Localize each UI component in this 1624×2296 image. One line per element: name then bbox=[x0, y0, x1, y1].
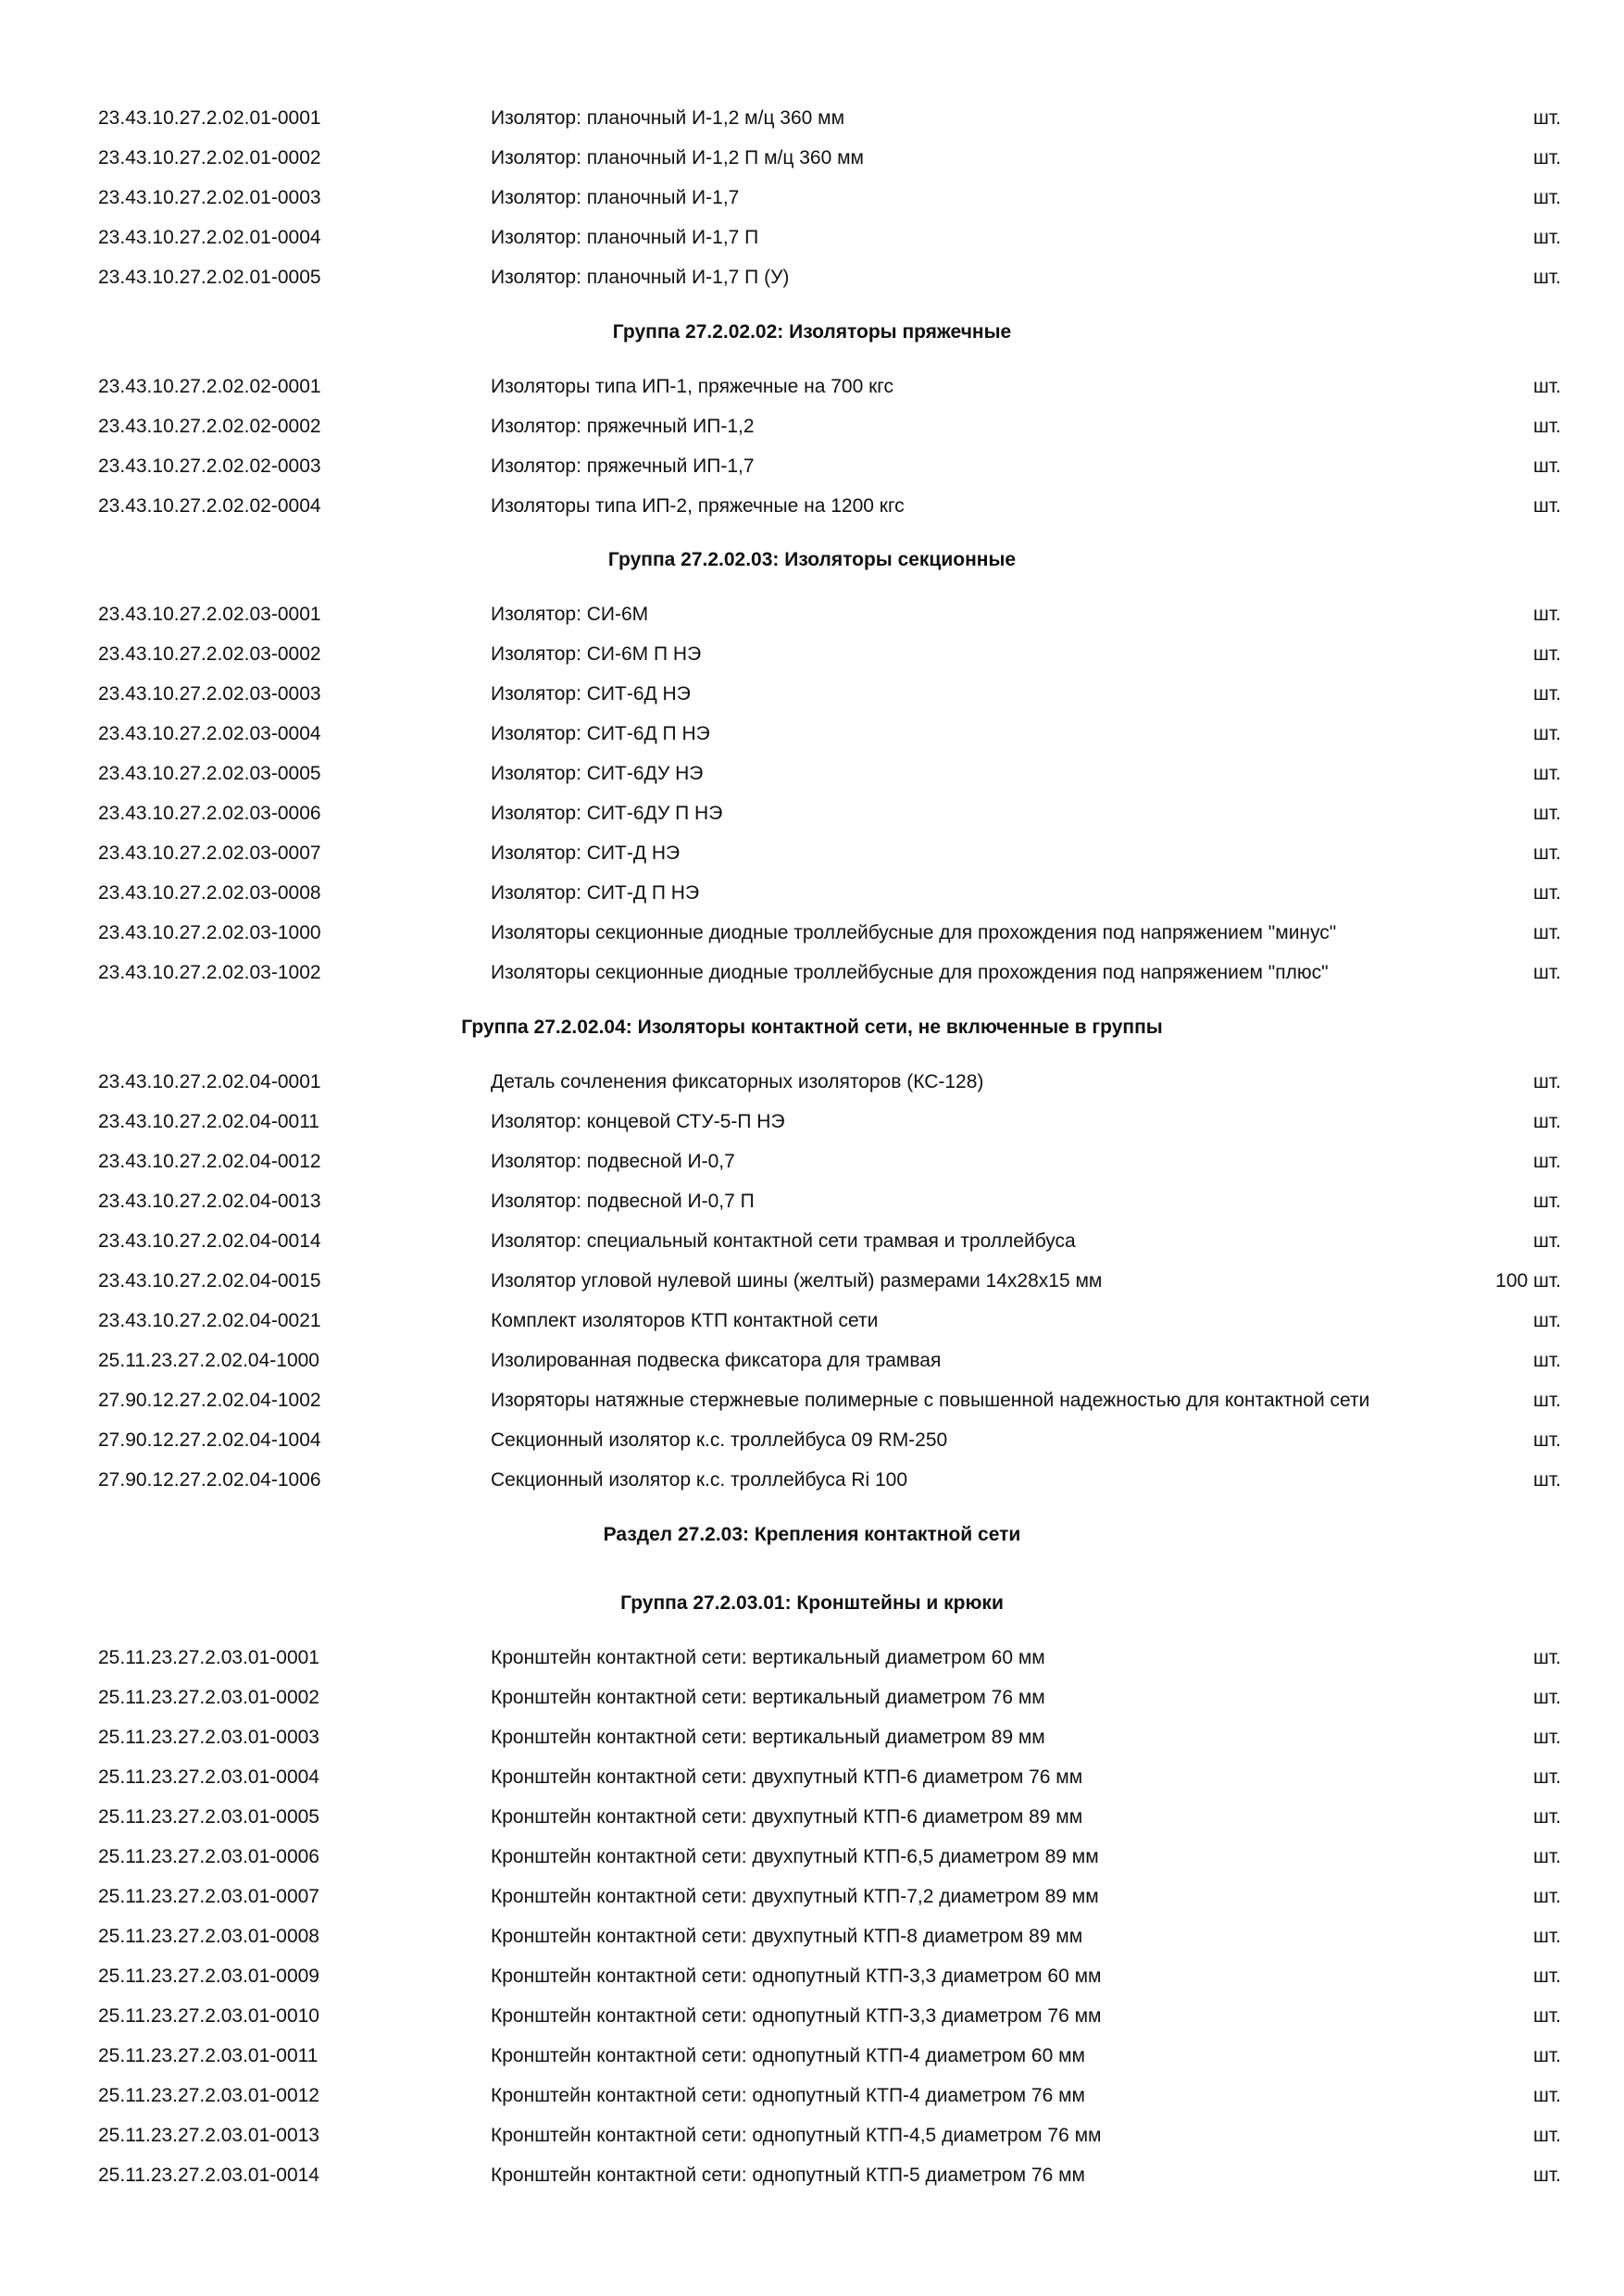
item-code: 25.11.23.27.2.03.01-0007 bbox=[98, 1886, 319, 1907]
item-unit: шт. bbox=[1533, 643, 1561, 665]
table-row bbox=[0, 1917, 1624, 1956]
table-row bbox=[0, 2077, 1624, 2115]
table-row bbox=[0, 99, 1624, 138]
item-name: Кронштейн контактной сети: двухпутный КТП-6 диаметром 89 мм bbox=[491, 1806, 1083, 1828]
item-unit: шт. bbox=[1533, 1766, 1561, 1788]
table-row bbox=[0, 218, 1624, 257]
item-unit: шт. bbox=[1533, 1965, 1561, 1987]
item-name: Изолятор: планочный И-1,7 bbox=[491, 187, 740, 208]
group-heading: Группа 27.2.02.02: Изоляторы пряжечные bbox=[612, 321, 1012, 343]
table-row bbox=[0, 487, 1624, 526]
item-unit: шт. bbox=[1533, 2165, 1561, 2186]
table-row bbox=[0, 1678, 1624, 1717]
table-row bbox=[0, 2116, 1624, 2155]
item-name: Изолятор угловой нулевой шины (желтый) размерами 14х28х15 мм bbox=[491, 1270, 1103, 1292]
item-unit: шт. bbox=[1533, 2005, 1561, 2027]
item-code: 23.43.10.27.2.02.04-0013 bbox=[98, 1191, 321, 1212]
item-code: 23.43.10.27.2.02.01-0005 bbox=[98, 267, 321, 288]
item-code: 23.43.10.27.2.02.04-0011 bbox=[98, 1111, 319, 1132]
item-code: 23.43.10.27.2.02.03-0004 bbox=[98, 723, 321, 744]
table-row bbox=[0, 258, 1624, 297]
table-row bbox=[0, 1421, 1624, 1460]
table-row bbox=[0, 368, 1624, 406]
table-row bbox=[0, 1878, 1624, 1916]
item-unit: шт. bbox=[1533, 227, 1561, 248]
table-row bbox=[0, 954, 1624, 992]
item-name: Кронштейн контактной сети: однопутный КТП-5 диаметром 76 мм bbox=[491, 2165, 1085, 2186]
table-row bbox=[0, 2037, 1624, 2076]
item-code: 23.43.10.27.2.02.01-0001 bbox=[98, 107, 321, 129]
item-unit: шт. bbox=[1533, 1469, 1561, 1491]
item-code: 23.43.10.27.2.02.03-1002 bbox=[98, 962, 321, 983]
item-unit: шт. bbox=[1533, 416, 1561, 437]
table-row bbox=[0, 1381, 1624, 1420]
item-code: 25.11.23.27.2.03.01-0014 bbox=[98, 2165, 319, 2186]
item-name: Кронштейн контактной сети: вертикальный диаметром 76 мм bbox=[491, 1687, 1045, 1708]
item-unit: шт. bbox=[1533, 604, 1561, 625]
item-code: 23.43.10.27.2.02.03-0006 bbox=[98, 803, 321, 824]
item-code: 25.11.23.27.2.03.01-0003 bbox=[98, 1727, 319, 1748]
item-name: Изолятор: СИТ-6ДУ П НЭ bbox=[491, 803, 723, 824]
table-row bbox=[0, 1302, 1624, 1341]
item-name: Кронштейн контактной сети: двухпутный КТП-6 диаметром 76 мм bbox=[491, 1766, 1083, 1788]
item-name: Кронштейн контактной сети: однопутный КТП-4,5 диаметром 76 мм bbox=[491, 2125, 1102, 2146]
group-heading: Группа 27.2.02.04: Изоляторы контактной сети, не включенные в группы bbox=[461, 1017, 1163, 1038]
item-name: Изолятор: СИ-6М bbox=[491, 604, 649, 625]
item-name: Изолятор: подвесной И-0,7 П bbox=[491, 1191, 755, 1212]
table-row bbox=[0, 2156, 1624, 2195]
group-heading: Группа 27.2.02.03: Изоляторы секционные bbox=[607, 549, 1017, 570]
item-unit: шт. bbox=[1533, 1230, 1561, 1252]
item-name: Изолятор: СИТ-6Д НЭ bbox=[491, 683, 691, 705]
item-unit: шт. bbox=[1533, 147, 1561, 168]
item-unit: шт. bbox=[1533, 1727, 1561, 1748]
item-unit: шт. bbox=[1533, 1071, 1561, 1092]
item-name: Изолятор: концевой СТУ-5-П НЭ bbox=[491, 1111, 785, 1132]
item-name: Изоляторы типа ИП-1, пряжечные на 700 кгс bbox=[491, 376, 893, 397]
table-row bbox=[0, 1639, 1624, 1678]
item-code: 23.43.10.27.2.02.03-0008 bbox=[98, 882, 321, 904]
item-unit: шт. bbox=[1533, 1310, 1561, 1331]
table-row bbox=[0, 1957, 1624, 1996]
item-name: Секционный изолятор к.с. троллейбуса Ri 100 bbox=[491, 1469, 908, 1491]
item-unit: 100 шт. bbox=[1495, 1270, 1561, 1292]
item-unit: шт. bbox=[1533, 2085, 1561, 2106]
table-row bbox=[0, 139, 1624, 178]
item-name: Изолятор: специальный контактной сети трамвая и троллейбуса bbox=[491, 1230, 1076, 1252]
table-row bbox=[0, 179, 1624, 218]
item-name: Комплект изоляторов КТП контактной сети bbox=[491, 1310, 879, 1331]
item-unit: шт. bbox=[1533, 922, 1561, 943]
item-unit: шт. bbox=[1533, 723, 1561, 744]
item-name: Изолятор: подвесной И-0,7 bbox=[491, 1151, 735, 1172]
item-name: Секционный изолятор к.с. троллейбуса 09 RM-250 bbox=[491, 1429, 948, 1451]
table-row bbox=[0, 1063, 1624, 1102]
item-name: Изолятор: планочный И-1,7 П bbox=[491, 227, 759, 248]
table-row bbox=[0, 635, 1624, 674]
item-code: 23.43.10.27.2.02.03-0005 bbox=[98, 763, 321, 784]
item-code: 23.43.10.27.2.02.02-0004 bbox=[98, 495, 321, 517]
table-row bbox=[0, 794, 1624, 833]
item-name: Изоляторы типа ИП-2, пряжечные на 1200 кгс bbox=[491, 495, 905, 517]
table-row bbox=[0, 914, 1624, 953]
item-name: Изоляторы секционные диодные троллейбусные для прохождения под напряжением "минус" bbox=[491, 922, 1337, 943]
item-name: Изолятор: планочный И-1,2 П м/ц 360 мм bbox=[491, 147, 864, 168]
item-name: Кронштейн контактной сети: однопутный КТП-4 диаметром 76 мм bbox=[491, 2085, 1085, 2106]
item-name: Изолятор: СИТ-6Д П НЭ bbox=[491, 723, 710, 744]
section-heading: Раздел 27.2.03: Крепления контактной сети bbox=[603, 1524, 1021, 1545]
table-row bbox=[0, 1222, 1624, 1261]
item-name: Деталь сочленения фиксаторных изоляторов (КС-128) bbox=[491, 1071, 984, 1092]
table-row bbox=[0, 1262, 1624, 1301]
table-row bbox=[0, 675, 1624, 714]
table-row bbox=[0, 1461, 1624, 1500]
item-code: 23.43.10.27.2.02.01-0002 bbox=[98, 147, 321, 168]
item-code: 23.43.10.27.2.02.04-0021 bbox=[98, 1310, 321, 1331]
item-name: Кронштейн контактной сети: двухпутный КТП-6,5 диаметром 89 мм bbox=[491, 1846, 1099, 1867]
item-unit: шт. bbox=[1533, 882, 1561, 904]
item-name: Кронштейн контактной сети: однопутный КТП-3,3 диаметром 76 мм bbox=[491, 2005, 1102, 2027]
item-unit: шт. bbox=[1533, 1151, 1561, 1172]
item-unit: шт. bbox=[1533, 495, 1561, 517]
item-code: 23.43.10.27.2.02.04-0012 bbox=[98, 1151, 321, 1172]
item-code: 27.90.12.27.2.02.04-1004 bbox=[98, 1429, 321, 1451]
item-code: 25.11.23.27.2.03.01-0012 bbox=[98, 2085, 319, 2106]
item-unit: шт. bbox=[1533, 683, 1561, 705]
item-code: 23.43.10.27.2.02.02-0002 bbox=[98, 416, 321, 437]
item-code: 25.11.23.27.2.03.01-0011 bbox=[98, 2045, 319, 2066]
item-code: 23.43.10.27.2.02.03-1000 bbox=[98, 922, 321, 943]
item-unit: шт. bbox=[1533, 1846, 1561, 1867]
item-unit: шт. bbox=[1533, 2125, 1561, 2146]
table-row bbox=[0, 1103, 1624, 1142]
item-code: 25.11.23.27.2.03.01-0006 bbox=[98, 1846, 319, 1867]
item-unit: шт. bbox=[1533, 962, 1561, 983]
item-code: 23.43.10.27.2.02.02-0003 bbox=[98, 455, 321, 477]
item-name: Изолятор: планочный И-1,2 м/ц 360 мм bbox=[491, 107, 845, 129]
table-row bbox=[0, 1718, 1624, 1757]
item-code: 25.11.23.27.2.03.01-0004 bbox=[98, 1766, 319, 1788]
table-row bbox=[0, 1838, 1624, 1877]
item-unit: шт. bbox=[1533, 1687, 1561, 1708]
table-row bbox=[0, 834, 1624, 873]
table-row bbox=[0, 407, 1624, 446]
item-code: 25.11.23.27.2.03.01-0005 bbox=[98, 1806, 319, 1828]
item-unit: шт. bbox=[1533, 107, 1561, 129]
table-row bbox=[0, 874, 1624, 913]
item-name: Изолятор: СИТ-Д П НЭ bbox=[491, 882, 700, 904]
item-code: 25.11.23.27.2.03.01-0001 bbox=[98, 1647, 319, 1668]
table-row bbox=[0, 595, 1624, 634]
item-code: 23.43.10.27.2.02.01-0004 bbox=[98, 227, 321, 248]
item-unit: шт. bbox=[1533, 2045, 1561, 2066]
item-unit: шт. bbox=[1533, 1191, 1561, 1212]
item-unit: шт. bbox=[1533, 1111, 1561, 1132]
item-unit: шт. bbox=[1533, 187, 1561, 208]
item-name: Изолированная подвеска фиксатора для трамвая bbox=[491, 1350, 942, 1371]
item-code: 25.11.23.27.2.03.01-0002 bbox=[98, 1687, 319, 1708]
table-row bbox=[0, 1142, 1624, 1181]
item-code: 23.43.10.27.2.02.04-0014 bbox=[98, 1230, 321, 1252]
item-unit: шт. bbox=[1533, 267, 1561, 288]
item-name: Изолятор: пряжечный ИП-1,7 bbox=[491, 455, 755, 477]
item-unit: шт. bbox=[1533, 763, 1561, 784]
item-code: 27.90.12.27.2.02.04-1002 bbox=[98, 1390, 321, 1411]
table-row bbox=[0, 1341, 1624, 1380]
item-unit: шт. bbox=[1533, 455, 1561, 477]
item-name: Изолятор: пряжечный ИП-1,2 bbox=[491, 416, 755, 437]
item-code: 23.43.10.27.2.02.04-0001 bbox=[98, 1071, 321, 1092]
table-row bbox=[0, 715, 1624, 754]
table-row bbox=[0, 1997, 1624, 2036]
item-name: Кронштейн контактной сети: двухпутный КТП-8 диаметром 89 мм bbox=[491, 1926, 1083, 1947]
group-heading: Группа 27.2.03.01: Кронштейны и крюки bbox=[620, 1592, 1004, 1614]
item-code: 25.11.23.27.2.03.01-0010 bbox=[98, 2005, 319, 2027]
item-name: Кронштейн контактной сети: однопутный КТП-3,3 диаметром 60 мм bbox=[491, 1965, 1102, 1987]
item-code: 23.43.10.27.2.02.04-0015 bbox=[98, 1270, 321, 1292]
table-row bbox=[0, 1798, 1624, 1837]
item-name: Изолятор: СИТ-Д НЭ bbox=[491, 842, 681, 864]
item-unit: шт. bbox=[1533, 803, 1561, 824]
item-code: 25.11.23.27.2.03.01-0009 bbox=[98, 1965, 319, 1987]
item-unit: шт. bbox=[1533, 1926, 1561, 1947]
item-unit: шт. bbox=[1533, 1429, 1561, 1451]
item-name: Кронштейн контактной сети: вертикальный диаметром 89 мм bbox=[491, 1727, 1045, 1748]
item-code: 23.43.10.27.2.02.03-0001 bbox=[98, 604, 321, 625]
item-code: 25.11.23.27.2.03.01-0008 bbox=[98, 1926, 319, 1947]
item-name: Кронштейн контактной сети: двухпутный КТП-7,2 диаметром 89 мм bbox=[491, 1886, 1099, 1907]
item-name: Кронштейн контактной сети: однопутный КТП-4 диаметром 60 мм bbox=[491, 2045, 1085, 2066]
item-unit: шт. bbox=[1533, 1350, 1561, 1371]
item-code: 23.43.10.27.2.02.03-0002 bbox=[98, 643, 321, 665]
item-name: Изолятор: СИ-6М П НЭ bbox=[491, 643, 702, 665]
table-row bbox=[0, 1182, 1624, 1221]
item-code: 23.43.10.27.2.02.03-0007 bbox=[98, 842, 321, 864]
item-unit: шт. bbox=[1533, 1806, 1561, 1828]
item-unit: шт. bbox=[1533, 376, 1561, 397]
item-code: 23.43.10.27.2.02.03-0003 bbox=[98, 683, 321, 705]
item-unit: шт. bbox=[1533, 842, 1561, 864]
item-unit: шт. bbox=[1533, 1886, 1561, 1907]
table-row bbox=[0, 755, 1624, 793]
item-code: 27.90.12.27.2.02.04-1006 bbox=[98, 1469, 321, 1491]
item-code: 23.43.10.27.2.02.02-0001 bbox=[98, 376, 321, 397]
item-unit: шт. bbox=[1533, 1647, 1561, 1668]
item-name: Изолятор: планочный И-1,7 П (У) bbox=[491, 267, 790, 288]
item-name: Изоляторы секционные диодные троллейбусные для прохождения под напряжением "плюс" bbox=[491, 962, 1329, 983]
item-name: Изоряторы натяжные стержневые полимерные с повышенной надежностью для контактной сети bbox=[491, 1390, 1370, 1411]
item-name: Изолятор: СИТ-6ДУ НЭ bbox=[491, 763, 704, 784]
item-code: 25.11.23.27.2.03.01-0013 bbox=[98, 2125, 319, 2146]
item-code: 25.11.23.27.2.02.04-1000 bbox=[98, 1350, 319, 1371]
item-unit: шт. bbox=[1533, 1390, 1561, 1411]
item-name: Кронштейн контактной сети: вертикальный диаметром 60 мм bbox=[491, 1647, 1045, 1668]
table-row bbox=[0, 1758, 1624, 1797]
item-code: 23.43.10.27.2.02.01-0003 bbox=[98, 187, 321, 208]
table-row bbox=[0, 447, 1624, 486]
